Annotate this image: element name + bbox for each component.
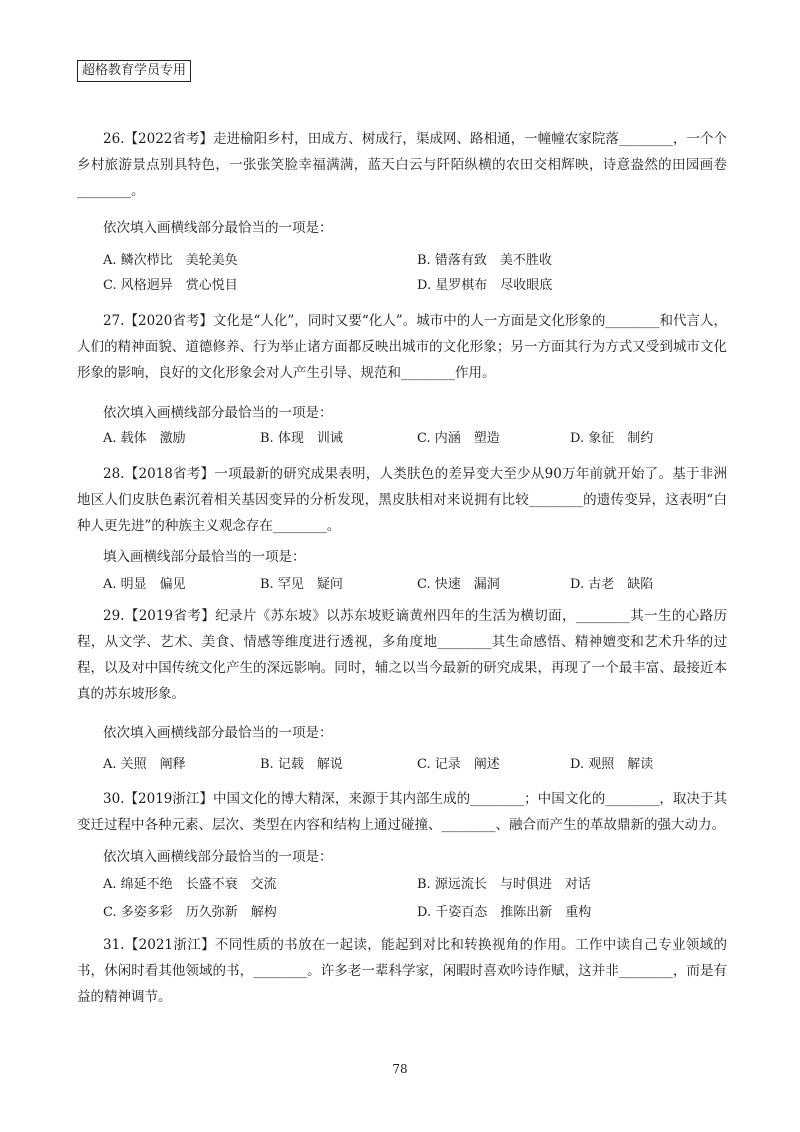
question-27-options (103, 428, 743, 450)
question-29-options (103, 754, 743, 776)
option-b[interactable]: B. 源远流长 与时俱进 对话 (417, 877, 591, 892)
question-30-options (103, 874, 743, 924)
option-c[interactable]: C. 多姿多彩 历久弥新 解构 (103, 905, 277, 920)
option-c[interactable]: C. 快速 漏洞 (417, 577, 500, 592)
question-26-text: 26.【2022省考】走进榆阳乡村，田成方、树成行，渠成网、路相通，一幢幢农家院落________，一个个乡村旅游景点别具特色，一张张笑脸幸福满满，蓝天白云与阡陌纵横的农田交相辉映，诗意盎然的田园画卷________。 (77, 131, 727, 199)
question-30-prompt: 依次填入画横线部分最恰当的一项是： (103, 849, 333, 865)
option-a[interactable]: A. 关照 阐释 (103, 757, 186, 772)
option-d[interactable]: D. 象征 制约 (570, 431, 654, 446)
option-a[interactable]: A. 载体 激励 (103, 431, 186, 446)
question-29-text: 29.【2019省考】纪录片《苏东坡》以苏东坡贬谪黄州四年的生活为横切面，________其一生的心路历程，从文学、艺术、美食、情感等维度进行透视，多角度地________其生命感悟、精神嬗变和艺术升华的过程，以及对中国传统文化产生的深远影响。同时，辅之以当今最新的研究成果，再现了一个最丰富、最接近本真的苏东坡形象。 (77, 608, 727, 702)
option-d[interactable]: D. 千姿百态 推陈出新 重构 (417, 905, 592, 920)
question-27-prompt: 依次填入画横线部分最恰当的一项是： (103, 405, 333, 421)
option-b[interactable]: B. 记载 解说 (260, 757, 343, 772)
question-28-prompt: 填入画横线部分最恰当的一项是： (103, 549, 306, 565)
question-30-text: 30.【2019浙江】中国文化的博大精深，来源于其内部生成的________；中国文化的________，取决于其变迁过程中各种元素、层次、类型在内容和结构上通过碰撞、________、融合而产生的革故鼎新的强大动力。 (77, 791, 727, 833)
question-29-prompt: 依次填入画横线部分最恰当的一项是： (103, 725, 333, 741)
option-a[interactable]: A. 鳞次栉比 美轮美奂 (103, 253, 238, 268)
page-number: 78 (392, 1062, 408, 1076)
option-d[interactable]: D. 星罗棋布 尽收眼底 (417, 278, 553, 293)
option-c[interactable]: C. 风格迥异 赏心悦目 (103, 278, 238, 293)
option-c[interactable]: C. 内涵 塑造 (417, 431, 500, 446)
watermark-label: 超格教育学员专用 (77, 60, 191, 82)
question-28-options (103, 574, 743, 596)
question-26-options (103, 250, 743, 300)
option-b[interactable]: B. 罕见 疑问 (260, 577, 343, 592)
option-a[interactable]: A. 绵延不绝 长盛不衰 交流 (103, 877, 277, 892)
question-26-prompt: 依次填入画横线部分最恰当的一项是： (103, 220, 333, 236)
option-c[interactable]: C. 记录 阐述 (417, 757, 500, 772)
question-31-text: 31.【2021浙江】不同性质的书放在一起读，能起到对比和转换视角的作用。工作中读自己专业领域的书，休闲时看其他领域的书，________。许多老一辈科学家，闲暇时喜欢吟诗作赋，这并非________，而是有益的精神调节。 (77, 937, 727, 1005)
question-27-text: 27.【2020省考】文化是“人化”，同时又要“化人”。城市中的人一方面是文化形象的________和代言人，人们的精神面貌、道德修养、行为举止诸方面都反映出城市的文化形象；另一方面其行为方式又受到城市文化形象的影响，良好的文化形象会对人产生引导、规范和________作用。 (77, 313, 727, 381)
option-b[interactable]: B. 错落有致 美不胜收 (417, 253, 552, 268)
option-d[interactable]: D. 古老 缺陷 (570, 577, 654, 592)
option-b[interactable]: B. 体现 训诫 (260, 431, 343, 446)
option-a[interactable]: A. 明显 偏见 (103, 577, 186, 592)
question-28-text: 28.【2018省考】一项最新的研究成果表明，人类肤色的差异变大至少从90万年前就开始了。基于非洲地区人们皮肤色素沉着相关基因变异的分析发现，黑皮肤相对来说拥有比较________的遗传变异，这表明“白种人更先进”的种族主义观念存在________。 (77, 466, 727, 534)
option-d[interactable]: D. 观照 解读 (570, 757, 654, 772)
